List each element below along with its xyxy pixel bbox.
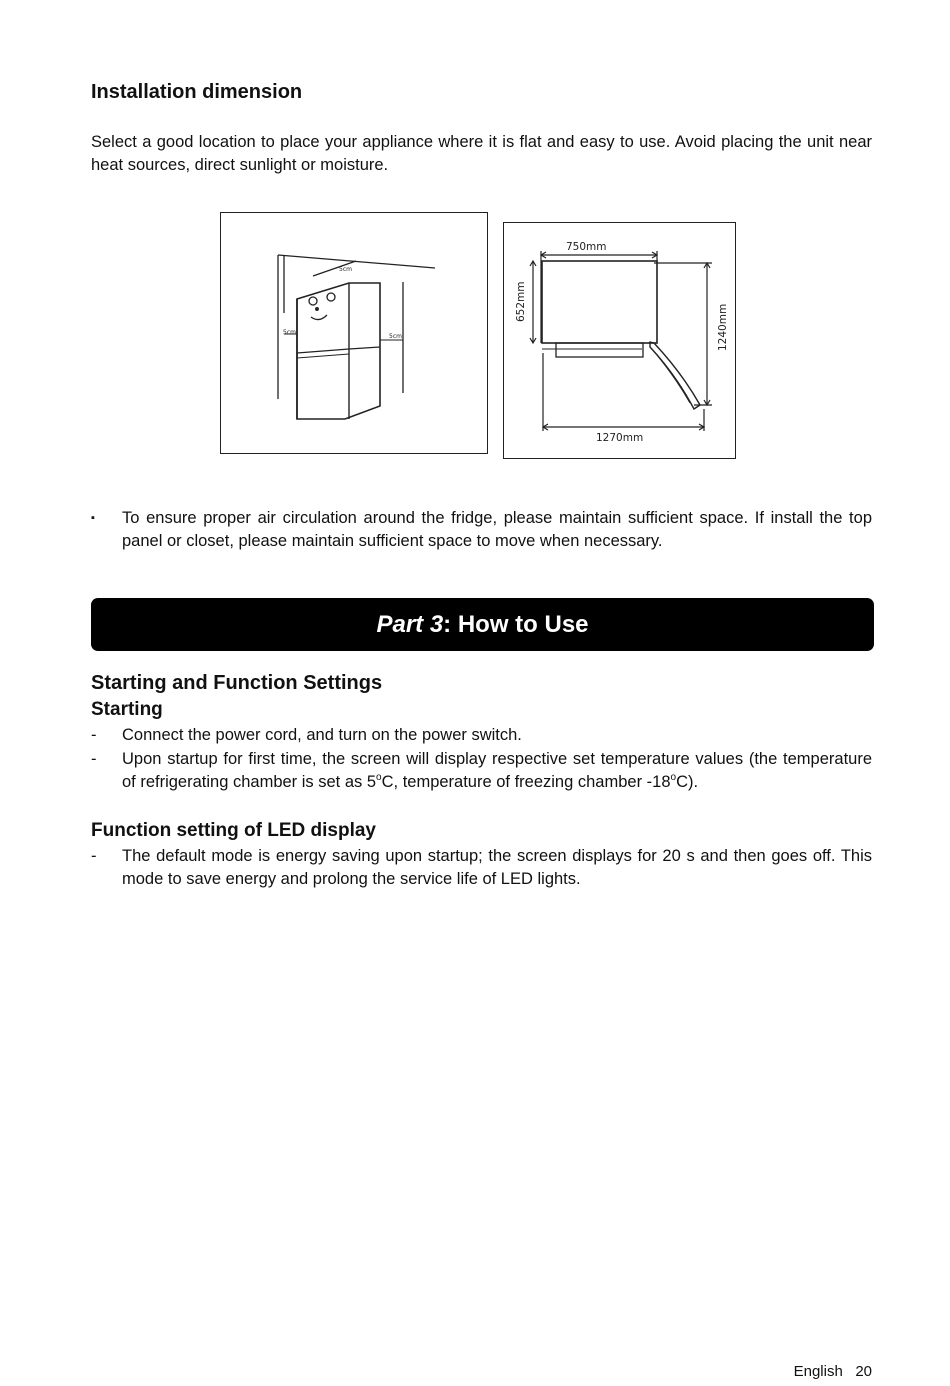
banner-part-label: Part 3 <box>376 610 444 638</box>
list-item <box>91 845 872 891</box>
intro-paragraph <box>91 131 872 177</box>
top-boundary-line <box>278 255 435 268</box>
clearance-left-label: 5cm <box>283 329 296 336</box>
bullet-marker: ▪ <box>91 512 95 524</box>
dimension-diagram <box>503 222 736 459</box>
installation-dimension-heading: Installation dimension <box>91 81 303 103</box>
starting-item-2 <box>122 748 872 794</box>
list-item <box>91 724 872 747</box>
led-item-1: The default mode is energy saving upon startup; the screen displays for 20 s and then goes off. This mode to save energy and prolong the service life of LED lights. <box>122 847 872 888</box>
open-door <box>650 342 700 409</box>
list-dash: - <box>91 750 97 768</box>
list-item <box>91 748 872 794</box>
open-depth-label: 1270mm <box>596 432 644 444</box>
bullet-text: To ensure proper air circulation around the fridge, please maintain sufficient space. If install the top panel or closet, please maintain sufficient space to move when necessary. <box>122 509 872 550</box>
height-label: 1240mm <box>717 303 729 351</box>
intro-text: Select a good location to place your appliance where it is flat and easy to use. Avoid placing the unit near heat sources, direct sunlight or moisture. <box>91 133 872 174</box>
clearance-right-label: 5cm <box>389 333 402 340</box>
led-function-heading: Function setting of LED display <box>91 820 376 841</box>
list-dash: - <box>91 726 97 744</box>
item2-text-a: Upon startup for first time, the screen will display respective set temperature values (the temperature of refrigerating chamber is set as 5 <box>122 750 872 791</box>
fridge-top-view <box>542 261 657 343</box>
fridge-base <box>556 343 643 357</box>
footer-page-number: 20 <box>855 1363 872 1380</box>
clearance-illustration <box>220 212 488 454</box>
page-footer <box>794 1363 872 1380</box>
item2-text-c: C). <box>676 773 699 791</box>
banner-title: : How to Use <box>443 610 589 638</box>
fridge-clearance-drawing <box>221 213 487 453</box>
depth-label: 652mm <box>515 281 527 322</box>
list-dash: - <box>91 847 97 865</box>
part-3-banner <box>91 598 874 651</box>
starting-item-1: Connect the power cord, and turn on the power switch. <box>122 726 522 744</box>
degree-sup-2: o <box>670 771 677 783</box>
air-circulation-bullet <box>91 507 872 553</box>
degree-sup-1: o <box>376 771 382 783</box>
starting-subheading: Starting <box>91 699 163 720</box>
footer-language: English <box>793 1363 843 1380</box>
clearance-top-label: 5cm <box>339 266 352 273</box>
item2-text-b: C, temperature of freezing chamber -18 <box>381 773 671 791</box>
fridge-dimensions-drawing <box>504 223 735 458</box>
starting-function-heading: Starting and Function Settings <box>91 672 383 694</box>
width-label: 750mm <box>566 241 607 253</box>
